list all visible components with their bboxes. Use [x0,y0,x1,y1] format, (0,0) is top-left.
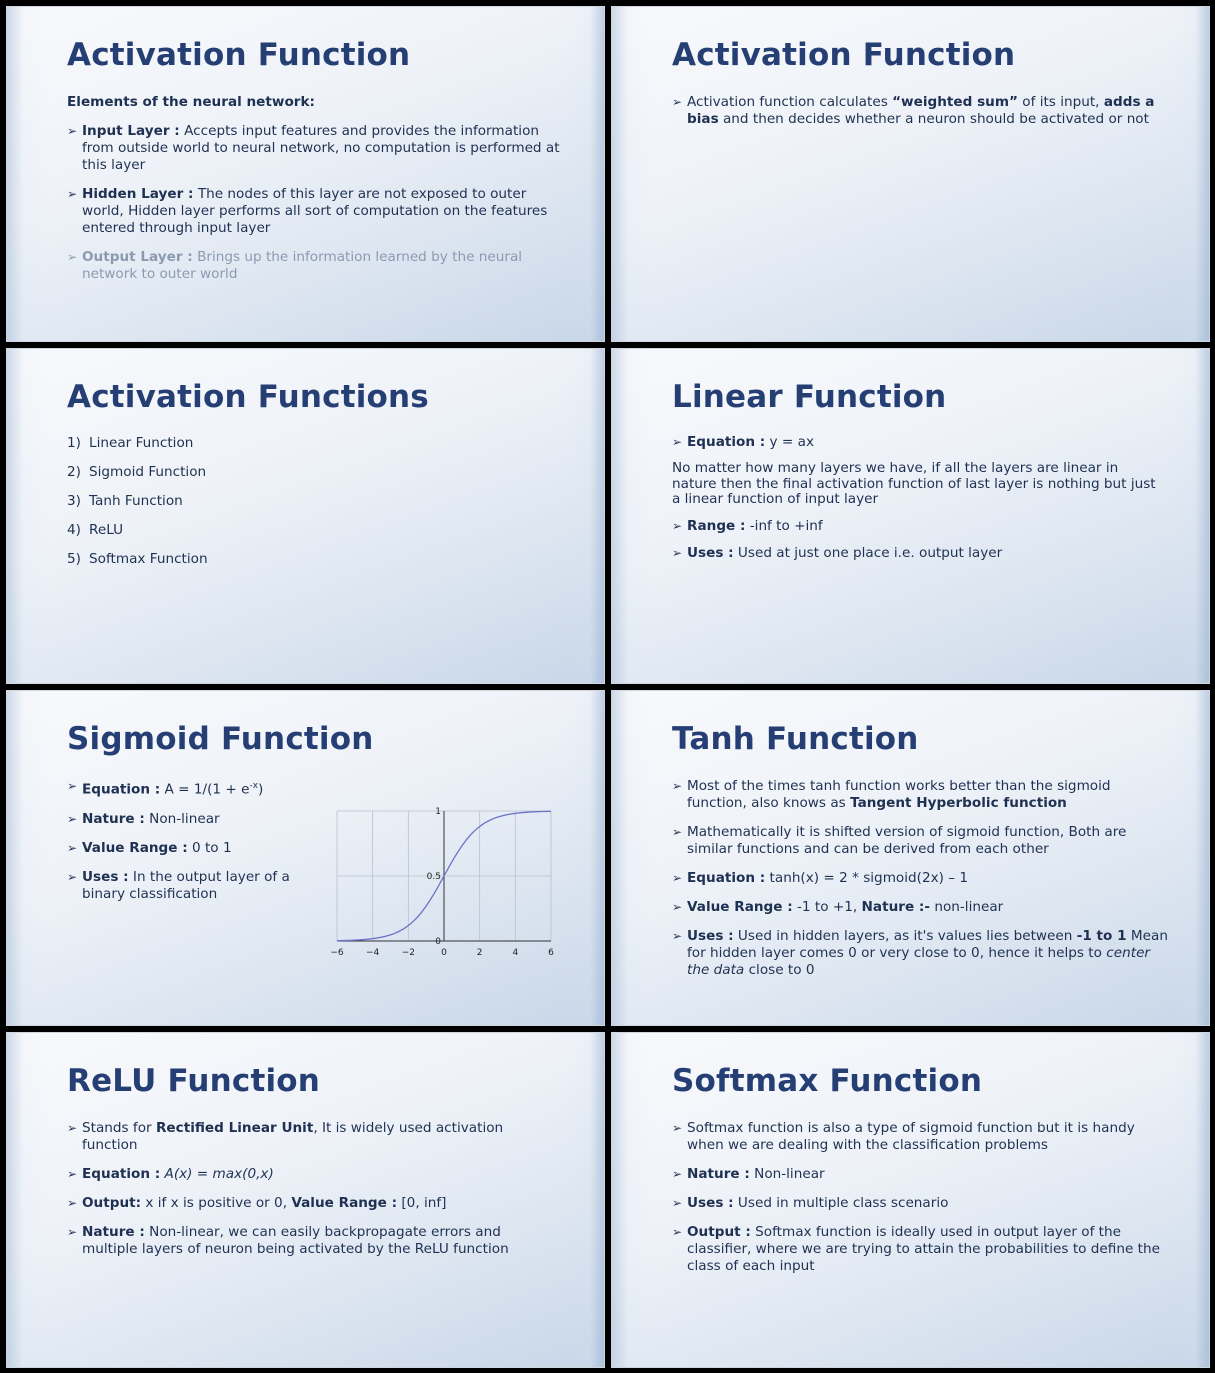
list-text: ReLU [89,522,124,538]
bullet-text: Brings up the information learned by the neural network to outer world [82,249,523,282]
x-tick-label: 4 [512,948,519,958]
bullet-definition [67,1120,560,1154]
arrow-bullet-icon: ➢ [672,871,683,885]
bullet-text: -1 to +1, [792,899,862,915]
slide-relu-function [6,1032,605,1368]
slide-title: Softmax Function [672,1063,983,1099]
x-tick-label: 0 [441,948,447,958]
bullet-uses [672,545,1165,562]
bullet-range [67,840,304,857]
arrow-bullet-icon: ➢ [67,1121,78,1135]
x-tick-label: 2 [476,948,483,958]
slide-sigmoid-function [6,690,605,1026]
arrow-bullet-icon: ➢ [67,811,78,826]
bullet-text: Accepts input features and provides the information from outside world to neural network, no computation is performed at this layer [82,123,560,173]
list-item [67,522,560,539]
bullet-label: Uses : [687,1195,734,1211]
slide-title: Tanh Function [672,721,919,757]
list-text: Tanh Function [89,493,183,509]
slide-title: ReLU Function [67,1063,321,1099]
arrow-bullet-icon: ➢ [67,1196,78,1210]
arrow-bullet-icon: ➢ [67,187,78,201]
bullet-text: Non-linear, we can easily backpropagate errors and multiple layers of neuron being activated by the ReLU function [82,1224,509,1257]
bullet-label: Hidden Layer : [82,186,194,202]
bullet-label: Equation : [82,1166,161,1182]
bullet-text: x if x is positive or 0, [141,1195,292,1211]
bullet-definition [672,1120,1169,1154]
bullet-text: y = ax [765,434,814,450]
bullet-text: Non-linear [144,810,220,827]
bullet-label: Nature : [82,1224,145,1240]
arrow-bullet-icon: ➢ [67,250,78,264]
bullet-text: The nodes of this layer are not exposed to outer world, Hidden layer performs all sort of computation on the features entered through input layer [82,186,548,236]
bullet-text: Stands for [82,1120,156,1136]
list-item [67,551,560,568]
bullet-text: 0 to 1 [187,839,232,856]
bullet-range [672,518,1165,535]
bullet-label: Output : [687,1224,751,1240]
slide-activation-functions-list [6,348,605,684]
bullet-text: non-linear [930,899,1004,915]
arrow-bullet-icon: ➢ [672,929,683,943]
bullet-equation [672,434,1165,451]
bullet-equation [67,1166,560,1183]
slide-activation-function-2 [611,6,1210,342]
bullet-text: Non-linear [749,1166,825,1182]
y-tick-label: 0 [435,937,441,947]
bullet-text: Mathematically it is shifted version of sigmoid function, Both are similar functions and can be derived from each other [687,824,1127,857]
bullet-label: Uses : [687,928,734,944]
arrow-bullet-icon: ➢ [672,779,683,793]
bullet-text: Activation function calculates [687,94,893,110]
bullet-equation [67,778,304,799]
slide-tanh-function [611,690,1210,1026]
arrow-bullet-icon: ➢ [67,779,78,793]
bullet-label: Output: [82,1195,142,1211]
slide-body [672,1120,1169,1287]
paragraph: No matter how many layers we have, if all the layers are linear in nature then the final activation function of last layer is nothing but just a linear function of input layer [672,460,1156,507]
bullet-output-layer [67,249,560,283]
bullet-text: Most of the times tanh function works better than the sigmoid function, also knows as [687,778,1111,811]
bullet-text: Used in multiple class scenario [733,1195,949,1211]
arrow-bullet-icon: ➢ [672,1167,683,1181]
bullet-text: -inf to +inf [745,517,823,534]
bullet-label: Value Range : [291,1195,398,1211]
arrow-bullet-icon: ➢ [672,435,683,449]
bullet-text: and then decides whether a neuron should be activated or not [718,111,1149,127]
bullet-derivation [672,824,1169,858]
list-item [67,435,560,452]
arrow-bullet-icon: ➢ [672,95,683,109]
bullet-text: Used in hidden layers, as it's values lies between [733,928,1077,944]
list-text: Softmax Function [89,551,208,567]
x-tick-label: −2 [401,948,415,958]
arrow-bullet-icon: ➢ [67,840,78,855]
arrow-bullet-icon: ➢ [672,1121,683,1135]
bullet-definition [672,94,1165,128]
bullet-text: Mean for hidden layer comes 0 or very close to 0, hence it helps to [687,928,1168,961]
bullet-text: Used at just one place i.e. output layer [733,544,1003,561]
bullet-uses [67,869,304,903]
slide-body [67,778,304,915]
bullet-label: Uses : [687,544,734,561]
bullet-label: Output Layer : [82,249,193,265]
slide-body [672,94,1165,140]
list-text: Sigmoid Function [89,464,207,480]
slide-activation-function-1 [6,6,605,342]
bullet-italic: center the data [687,945,1151,978]
bullet-text: [0, inf] [397,1195,447,1211]
slide-linear-function [611,348,1210,684]
bullet-text: A = 1/(1 + e [160,781,250,798]
bullet-text: Softmax function is ideally used in output layer of the classifier, where we are trying to attain the probabilities to define the class of each input [687,1224,1160,1274]
x-tick-label: 6 [548,948,554,958]
bullet-label: Uses : [82,868,129,885]
bullet-label: Nature : [82,810,145,827]
slide-body [67,1120,560,1270]
bullet-uses [672,928,1169,979]
bullet-text: close to 0 [744,962,815,978]
bullet-text: A(x) = max(0,x) [160,1166,274,1182]
arrow-bullet-icon: ➢ [672,1196,683,1210]
bullet-text: , It is widely used activation function [82,1120,504,1153]
arrow-bullet-icon: ➢ [672,1225,683,1239]
bullet-bold: -1 to 1 [1076,928,1127,944]
slide-title: Linear Function [672,379,947,415]
bullet-label: Range : [687,517,746,534]
slide-body [672,434,1165,574]
list-item [67,493,560,510]
y-tick-label: 1 [435,807,441,817]
bullet-nature [672,1166,1169,1183]
bullet-text: of its input, [1017,94,1104,110]
arrow-bullet-icon: ➢ [67,1225,78,1239]
bullet-bold: adds a bias [687,94,1155,127]
arrow-bullet-icon: ➢ [67,1167,78,1181]
slide-body [67,435,560,580]
bullet-bold: Rectified Linear Unit [155,1120,314,1136]
slide-body [67,94,560,295]
slide-title: Activation Function [67,37,411,73]
bullet-label: Equation : [687,434,766,450]
arrow-bullet-icon: ➢ [67,869,78,884]
bullet-output [67,1195,560,1212]
bullet-text: In the output layer of a binary classification [82,868,290,902]
bullet-equation [672,870,1169,887]
slide-softmax-function [611,1032,1210,1368]
bullet-uses [672,1195,1169,1212]
bullet-output [672,1224,1169,1275]
arrow-bullet-icon: ➢ [67,124,78,138]
bullet-overview [672,778,1169,812]
arrow-bullet-icon: ➢ [672,545,683,560]
bullet-hidden-layer [67,186,560,237]
slide-title: Activation Functions [67,379,429,415]
list-text: Linear Function [89,435,194,451]
sigmoid-chart [325,803,565,963]
list-number: 2) [67,464,81,480]
list-number: 5) [67,551,81,567]
bullet-range [672,899,1169,916]
arrow-bullet-icon: ➢ [672,900,683,914]
bullet-text: tanh(x) = 2 * sigmoid(2x) – 1 [765,870,969,886]
arrow-bullet-icon: ➢ [672,825,683,839]
exponent: -x [249,781,259,791]
lead-text: Elements of the neural network: [67,94,315,110]
bullet-bold: “weighted sum” [892,94,1018,110]
slide-title: Activation Function [672,37,1016,73]
bullet-nature [67,1224,560,1258]
bullet-label: Nature :- [861,899,931,915]
bullet-text: Softmax function is also a type of sigmoid function but it is handy when we are dealing with the classification problems [687,1120,1135,1153]
bullet-input-layer [67,123,560,174]
bullet-text: ) [258,781,264,798]
list-number: 1) [67,435,81,451]
bullet-bold: Tangent Hyperbolic function [850,795,1067,811]
bullet-label: Value Range : [687,899,793,915]
list-number: 3) [67,493,81,509]
bullet-label: Equation : [687,870,766,886]
x-tick-label: −4 [366,948,380,958]
x-tick-label: −6 [330,948,344,958]
list-number: 4) [67,522,81,538]
list-item [67,464,560,481]
y-tick-label: 0.5 [426,872,441,882]
arrow-bullet-icon: ➢ [672,518,683,533]
bullet-label: Input Layer : [82,123,180,139]
bullet-label: Nature : [687,1166,750,1182]
bullet-nature [67,811,304,828]
bullet-label: Value Range : [82,839,188,856]
slide-title: Sigmoid Function [67,721,374,757]
bullet-label: Equation : [82,781,161,798]
slide-body [672,778,1169,991]
